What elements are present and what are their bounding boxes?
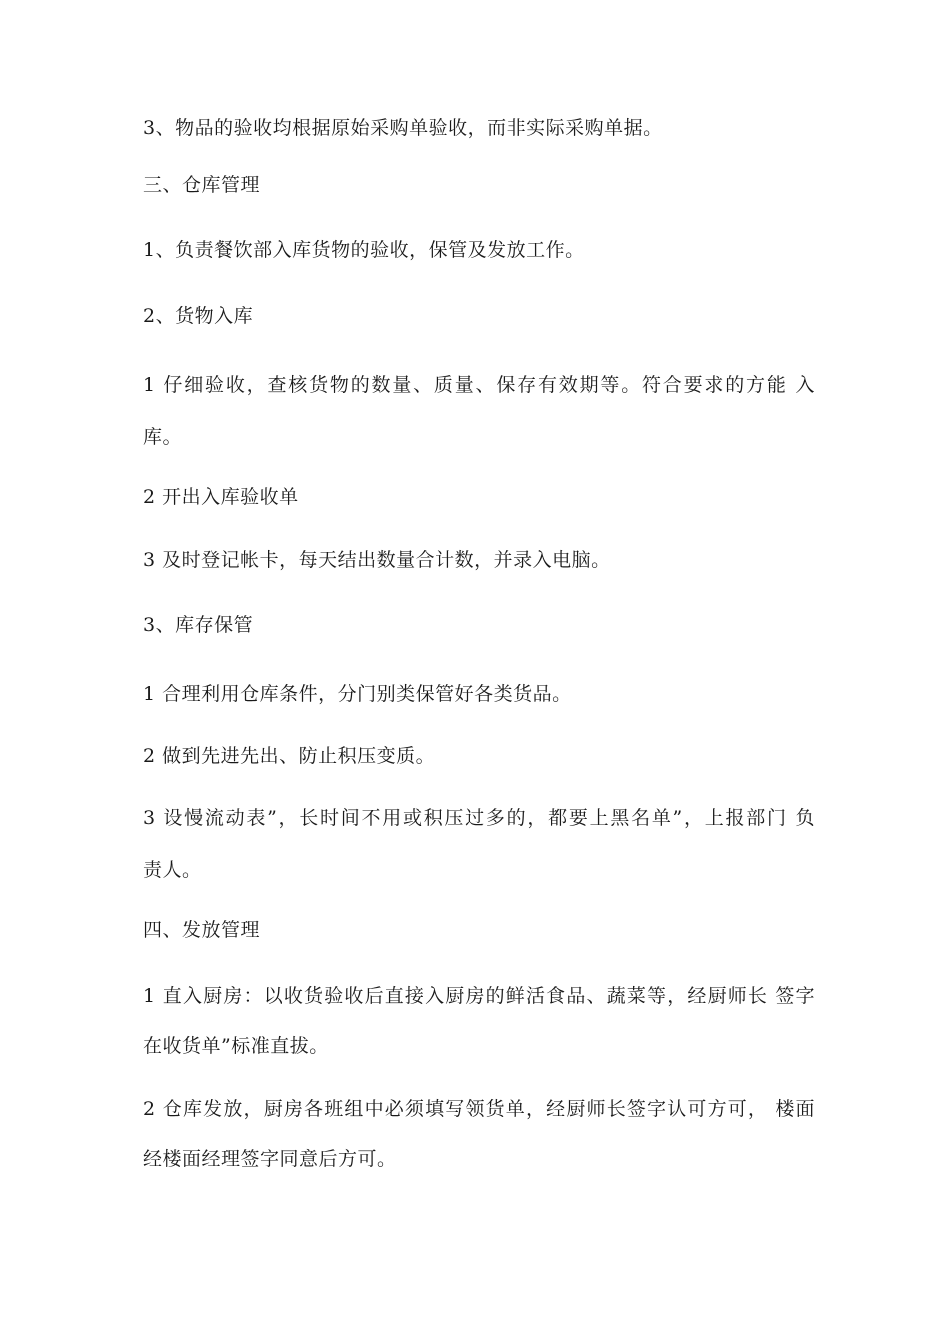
paragraph-line: 经楼面经理签字同意后方可。: [143, 1148, 397, 1170]
paragraph-line: 在收货单”标准直拔。: [143, 1035, 329, 1057]
section-heading: 四、发放管理: [143, 919, 261, 941]
paragraph-line: 2 开出入库验收单: [143, 486, 299, 508]
paragraph-line: 1、负责餐饮部入库货物的验收，保管及发放工作。: [143, 239, 585, 261]
paragraph-line: 1 仔细验收，查核货物的数量、质量、保存有效期等。符合要求的方能 入: [143, 374, 815, 396]
paragraph-line: 1 直入厨房：以收货验收后直接入厨房的鲜活食品、蔬菜等，经厨师长 签字: [143, 985, 815, 1007]
paragraph-line: 1 合理利用仓库条件，分门别类保管好各类货品。: [143, 683, 572, 705]
paragraph-line: 责人。: [143, 859, 202, 881]
paragraph-line: 3、物品的验收均根据原始采购单验收，而非实际采购单据。: [143, 117, 663, 139]
paragraph-line: 3 设慢流动表”，长时间不用或积压过多的，都要上黑名单”，上报部门 负: [143, 807, 815, 829]
section-heading: 三、仓库管理: [143, 174, 261, 196]
paragraph-line: 3 及时登记帐卡，每天结出数量合计数，并录入电脑。: [143, 549, 611, 571]
paragraph-line: 2 仓库发放，厨房各班组中必须填写领货单，经厨师长签字认可方可， 楼面: [143, 1098, 815, 1120]
subsection-heading: 3、库存保管: [143, 614, 254, 636]
paragraph-line: 库。: [143, 426, 183, 448]
paragraph-line: 2 做到先进先出、防止积压变质。: [143, 745, 436, 767]
subsection-heading: 2、货物入库: [143, 305, 254, 327]
